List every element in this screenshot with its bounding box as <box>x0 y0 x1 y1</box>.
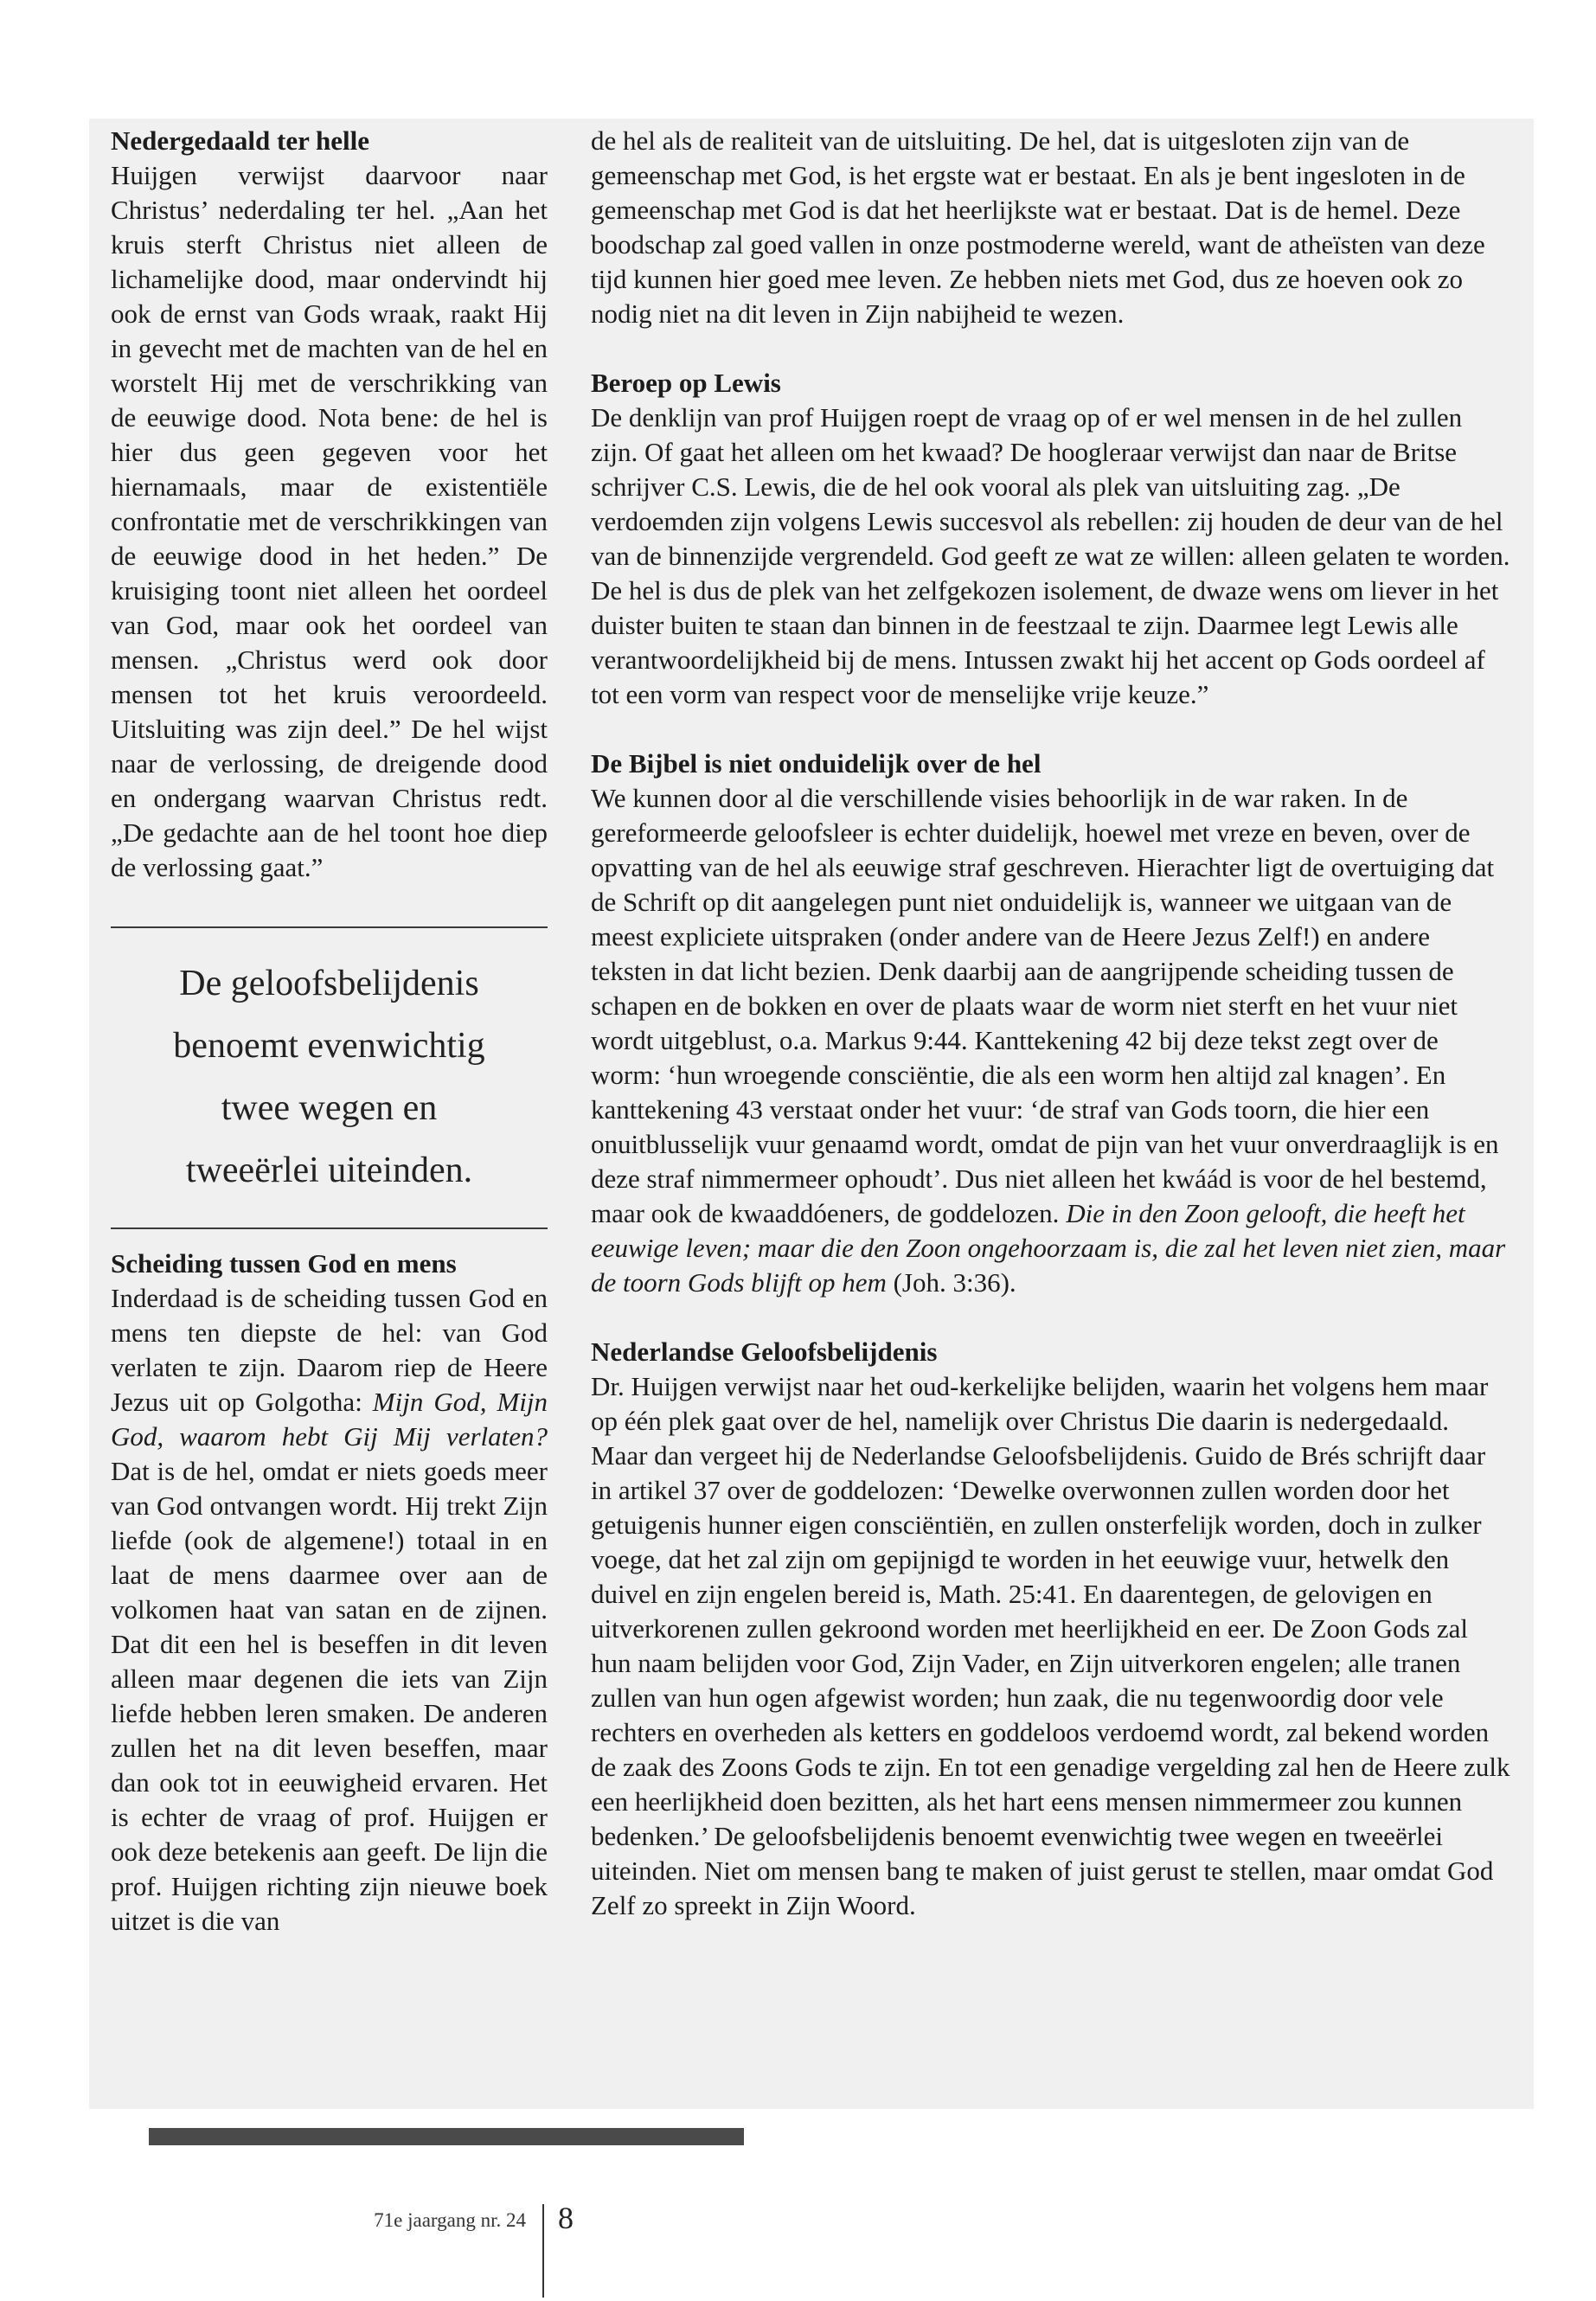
decorative-bar <box>149 2128 744 2145</box>
section-heading-bijbel: De Bijbel is niet onduidelijk over de hel <box>591 748 1042 779</box>
left-column <box>111 124 548 1939</box>
section-body-nedergedaald: Huijgen verwijst daarvoor naar Christus’ nederdaling ter hel. „Aan het kruis sterft Christus niet alleen de lichamelijke dood, maar ondervindt hij ook de ernst van Gods wraak, raakt Hij in gevecht met de machten van de hel en worstelt Hij met de verschrikking van de eeuwige dood. Nota bene: de hel is hier dus geen gegeven voor het hiernamaals, maar de existentiële confrontatie met de verschrikkingen van de eeuwige dood in het heden.” De kruisiging toont niet alleen het oordeel van God, maar ook het oordeel van mensen. „Christus werd ook door mensen tot het kruis veroordeeld. Uitsluiting was zijn deel.” De hel wijst naar de verlossing, de dreigende dood en ondergang waarvan Christus redt. „De gedachte aan de hel toont hoe diep de verlossing gaat.” <box>111 160 548 882</box>
pull-quote-line: twee wegen en <box>221 1088 438 1128</box>
body-text: Inderdaad is de scheiding tussen God en mens ten diepste de hel: van God verlaten te zijn. Daarom riep de Heere Jezus uit op Golgotha: <box>111 1283 548 1417</box>
section-body-geloofsbelijdenis: Dr. Huijgen verwijst naar het oud-kerkelijke belijden, waarin het volgens hem maar op één plek gaat over de hel, namelijk over Christus Die daarin is nedergedaald. Maar dan vergeet hij de Nederlandse Geloofsbelijdenis. Guido de Brés schrijft daar in artikel 37 over de goddelozen: ‘Dewelke overwonnen zullen worden door het getuigenis hunner eigen consciëntiën, en zullen onsterfelijk worden, doch in zulker voege, dat het zal zijn om gepijnigd te worden in het eeuwige vuur, hetwelk den duivel en zijn engelen bereid is, Math. 25:41. En daarentegen, de gelovigen en uitverkorenen zullen gekroond worden met heerlijkheid en eer. De Zoon Gods zal hun naam belijden voor God, Zijn Vader, en Zijn uitverkoren engelen; alle tranen zullen van hun ogen afgewist worden; hun zaak, die nu tegenwoordig door vele rechters en overheden als ketters en goddeloos verdoemd wordt, zal bekend worden de zaak des Zoons Gods te zijn. En tot een genadige vergelding zal hen de Heere zulk een heerlijkheid doen bezitten, als het hart eens mensen nimmermeer zou kunnen bedenken.’ De geloofsbelijdenis benoemt evenwichtig twee wegen en tweeërlei uiteinden. Niet om mensen bang te maken of juist gerust te stellen, maar omdat God Zelf zo spreekt in Zijn Woord. <box>591 1371 1510 1920</box>
pull-quote-line: tweeërlei uiteinden. <box>185 1150 473 1190</box>
body-text: (Joh. 3:36). <box>886 1267 1016 1298</box>
section-heading-lewis: Beroep op Lewis <box>591 368 781 398</box>
footer-divider <box>542 2204 544 2298</box>
page-number: 8 <box>558 2201 574 2235</box>
scripture-quote: Die in den Zoon gelooft, die heeft het eeuwige leven; maar die den Zoon ongehoorzaam is, die zal het leven niet zien, maar de toorn Gods blijft op hem <box>591 1198 1506 1298</box>
right-column <box>591 124 1510 1923</box>
section-body-scheiding <box>111 1281 548 1939</box>
body-text: We kunnen door al die verschillende visies behoorlijk in de war raken. In de gereformeerde geloofsleer is echter duidelijk, hoewel met vreze en beven, over de opvatting van de hel als eeuwige straf geschreven. Hierachter ligt de overtuiging dat de Schrift op dit aangelegen punt niet onduidelijk is, wanneer we uitgaan van de meest expliciete uitspraken (onder andere van de Heere Jezus Zelf!) en andere teksten in dat licht bezien. Denk daarbij aan de aangrijpende scheiding tussen de schapen en de bokken en over de plaats waar de worm niet sterft en het vuur niet wordt uitgeblust, o.a. Markus 9:44. Kanttekening 42 bij deze tekst zegt over de worm: ‘hun wroegende consciëntie, die als een worm hen altijd zal knagen’. En kanttekening 43 verstaat onder het vuur: ‘de straf van Gods toorn, die hier een onuitblusselijk vuur genaamd wordt, omdat de pijn van het vuur onverdraaglijk is en deze straf nimmermeer ophoudt’. Dus niet alleen het kwáád is voor de hel bestemd, maar ook de kwaaddóeners, de goddelozen. <box>591 783 1499 1228</box>
section-body-lewis: De denklijn van prof Huijgen roept de vraag op of er wel mensen in de hel zullen zijn. Of gaat het alleen om het kwaad? De hoogleraar verwijst dan naar de Britse schrijver C.S. Lewis, die de hel ook vooral als plek van uitsluiting zag. „De verdoemden zijn volgens Lewis succesvol als rebellen: zij houden de deur van de hel van de binnenzijde vergrendeld. God geeft ze wat ze willen: alleen gelaten te worden. De hel is dus de plek van het zelfgekozen isolement, de dwaze wens om liever in het duister buiten te staan dan binnen in de feestzaal te zijn. Daarmee legt Lewis alle verantwoordelijkheid bij de mens. Intussen zwakt hij het accent op Gods oordeel af tot een vorm van respect voor de menselijke vrije keuze.” <box>591 402 1510 709</box>
pull-quote <box>111 928 548 1227</box>
section-heading-geloofsbelijdenis: Nederlandse Geloofsbelijdenis <box>591 1336 938 1367</box>
section-heading-nedergedaald: Nedergedaald ter helle <box>111 125 370 156</box>
section-body-bijbel <box>591 781 1510 1300</box>
pull-quote-line: benoemt evenwichtig <box>173 1026 485 1066</box>
continued-paragraph: de hel als de realiteit van de uitsluiting. De hel, dat is uitgesloten zijn van de gemeenschap met God, is het ergste wat er bestaat. En als je bent ingesloten in de gemeenschap met God is dat het heerlijkste wat er bestaat. Dat is de hemel. Deze boodschap zal goed vallen in onze postmoderne wereld, want de atheïsten van deze tijd kunnen hier goed mee leven. Ze hebben niets met God, dus ze hoeven ook zo nodig niet na dit leven in Zijn nabijheid te wezen. <box>591 125 1485 329</box>
scripture-quote: Mijn God, Mijn God, waarom hebt Gij Mij verlaten? <box>111 1387 548 1452</box>
body-text: Dat is de hel, omdat er niets goeds meer van God ontvangen wordt. Hij trekt Zijn liefde (ook de algemene!) totaal in en laat de mens daarmee over aan de volkomen haat van satan en de zijnen. Dat dit een hel is beseffen in dit leven alleen maar degenen die iets van Zijn liefde hebben leren smaken. De anderen zullen het na dit leven beseffen, maar dan ook tot in eeuwigheid ervaren. Het is echter de vraag of prof. Huijgen er ook deze betekenis aan geeft. De lijn die prof. Huijgen richting zijn nieuwe boek uitzet is die van <box>111 1456 548 1936</box>
issue-label: 71e jaargang nr. 24 <box>374 2209 526 2231</box>
pull-quote-line: De geloofsbelijdenis <box>179 964 479 1003</box>
section-heading-scheiding: Scheiding tussen God en mens <box>111 1248 457 1279</box>
